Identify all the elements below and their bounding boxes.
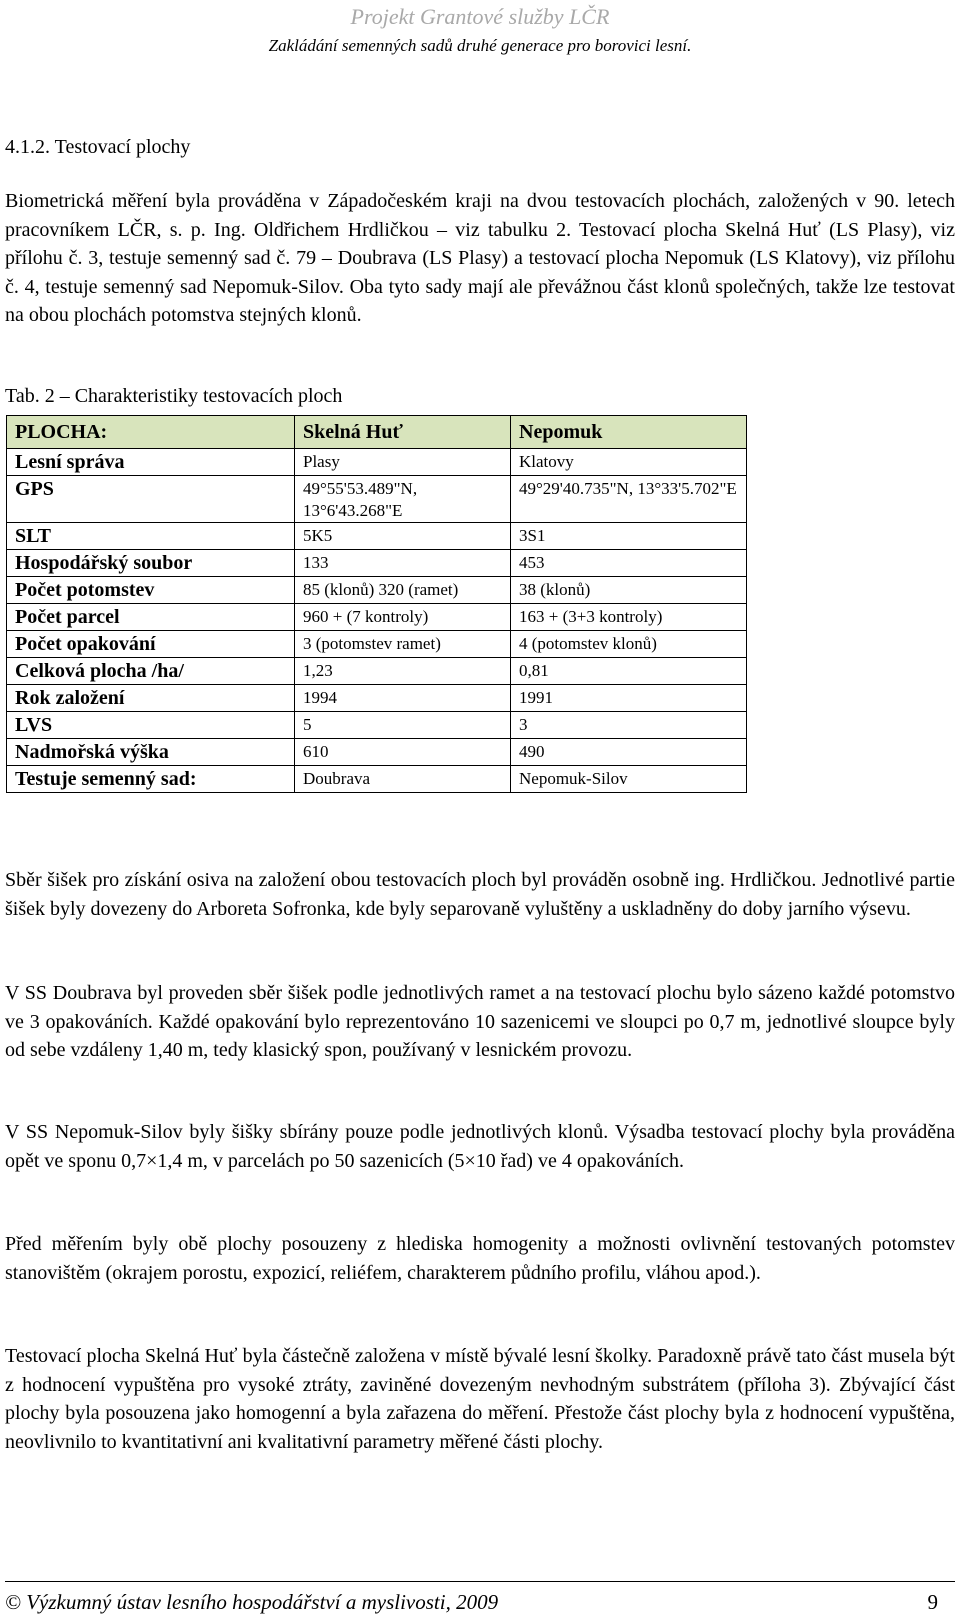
row-value-col1: 1994: [295, 685, 511, 712]
header-label: PLOCHA:: [7, 416, 295, 449]
table-row: [7, 476, 747, 523]
table-row: [7, 685, 747, 712]
row-value-col2: 453: [511, 550, 747, 577]
paragraph-homogeneity: Před měřením byly obě plochy posouzeny z hlediska homogenity a možnosti ovlivnění testovaných potomstev stanovištěm (okrajem porostu, expozicí, reliéfem, charakterem půdního profilu, vláhou apod.).: [5, 1233, 955, 1284]
row-label: LVS: [7, 712, 295, 739]
paragraph-skelna-hut: Testovací plocha Skelná Huť byla částečně založena v místě bývalé lesní školky. Paradoxně právě tato část musela být z hodnocení vypuštěna pro vysoké ztráty, zaviněné dovezeným nevhodným substrátem (příloha 3). Zbývající část plochy byla posouzena jako homogenní a byla zařazena do měření. Přestože část plochy byla z hodnocení vypuštěna, neovlivnilo to kvantitativní ani kvalitativní parametry měřené části plochy.: [5, 1345, 955, 1453]
project-subtitle: Zakládání semenných sadů druhé generace pro borovici lesní.: [268, 36, 692, 55]
row-value-col1: 3 (potomstev ramet): [295, 631, 511, 658]
row-value-col2: 1991: [511, 685, 747, 712]
footer-divider: [5, 1581, 955, 1582]
table-row: [7, 658, 747, 685]
row-label: Nadmořská výška: [7, 739, 295, 766]
table-row: [7, 766, 747, 793]
row-value-col1: 133: [295, 550, 511, 577]
row-value-col2: 163 + (3+3 kontroly): [511, 604, 747, 631]
row-label: Hospodářský soubor: [7, 550, 295, 577]
row-value-col1: 49°55'53.489"N, 13°6'43.268"E: [295, 476, 511, 523]
table-row: [7, 739, 747, 766]
table-row: [7, 523, 747, 550]
table-row: [7, 631, 747, 658]
row-value-col1: 85 (klonů) 320 (ramet): [295, 577, 511, 604]
row-label: Počet parcel: [7, 604, 295, 631]
table-row: [7, 577, 747, 604]
row-label: Rok založení: [7, 685, 295, 712]
row-value-col1: Plasy: [295, 449, 511, 476]
row-value-col1: 960 + (7 kontroly): [295, 604, 511, 631]
row-value-col2: 38 (klonů): [511, 577, 747, 604]
table-row: [7, 550, 747, 577]
row-value-col2: 4 (potomstev klonů): [511, 631, 747, 658]
table-caption: Tab. 2 – Charakteristiky testovacích ploch: [5, 385, 343, 407]
row-value-col1: Doubrava: [295, 766, 511, 793]
row-value-col2: 49°29'40.735"N, 13°33'5.702"E: [511, 476, 747, 523]
page-number: 9: [927, 1590, 938, 1614]
header-col-skelna-hut: Skelná Huť: [295, 416, 511, 449]
row-label: SLT: [7, 523, 295, 550]
section-heading: 4.1.2. Testovací plochy: [5, 136, 191, 158]
row-label: Celková plocha /ha/: [7, 658, 295, 685]
row-label: GPS: [7, 476, 295, 523]
row-value-col2: Klatovy: [511, 449, 747, 476]
row-value-col1: 610: [295, 739, 511, 766]
row-value-col2: 3: [511, 712, 747, 739]
row-value-col1: 1,23: [295, 658, 511, 685]
table-header-row: [7, 416, 747, 449]
row-label: Testuje semenný sad:: [7, 766, 295, 793]
paragraph-cone-collection: Sběr šišek pro získání osiva na založení obou testovacích ploch byl prováděn osobně ing. Hrdličkou. Jednotlivé partie šišek byly dovezeny do Arboreta Sofronka, kde byly separovaně vyluštěny a uskladněny do doby jarního výsevu.: [5, 869, 955, 920]
paragraph-doubrava: V SS Doubrava byl proveden sběr šišek podle jednotlivých ramet a na testovací plochu bylo sázeno každé potomstvo ve 3 opakováních. Každé opakování bylo reprezentováno 10 sazenicemi ve sloupci po 0,7 m, jednotlivé sloupce byly od sebe vzdáleny 1,40 m, tedy klasický spon, používaný v lesnickém provozu.: [5, 982, 955, 1061]
row-label: Lesní správa: [7, 449, 295, 476]
paragraph-nepomuk-silov: V SS Nepomuk-Silov byly šišky sbírány pouze podle jednotlivých klonů. Výsadba testovací plochy byla prováděna opět ve sponu 0,7×1,4 m, v parcelách po 50 sazenicích (5×10 řad) ve 4 opakováních.: [5, 1121, 955, 1172]
row-value-col1: 5: [295, 712, 511, 739]
intro-paragraph: Biometrická měření byla prováděna v Západočeském kraji na dvou testovacích plochách, založených v 90. letech pracovníkem LČR, s. p. Ing. Oldřichem Hrdličkou – viz tabulku 2. Testovací plocha Skelná Huť (LS Plasy), viz přílohu č. 3, testuje semenný sad č. 79 – Doubrava (LS Plasy) a testovací plocha Nepomuk (LS Klatovy), viz přílohu č. 4, testuje semenný sad Nepomuk-Silov. Oba tyto sady mají ale převážnou část klonů společných, takže lze testovat na obou plochách potomstva stejných klonů.: [5, 190, 955, 326]
row-label: Počet potomstev: [7, 577, 295, 604]
row-value-col2: Nepomuk-Silov: [511, 766, 747, 793]
project-title: Projekt Grantové služby LČR: [350, 4, 610, 29]
footer-copyright: © Výzkumný ústav lesního hospodářství a myslivosti, 2009: [5, 1590, 499, 1614]
row-value-col2: 3S1: [511, 523, 747, 550]
table-row: [7, 449, 747, 476]
row-value-col2: 490: [511, 739, 747, 766]
characteristics-table: [6, 415, 747, 793]
table-row: [7, 604, 747, 631]
header-col-nepomuk: Nepomuk: [511, 416, 747, 449]
row-label: Počet opakování: [7, 631, 295, 658]
table-row: [7, 712, 747, 739]
row-value-col1: 5K5: [295, 523, 511, 550]
row-value-col2: 0,81: [511, 658, 747, 685]
